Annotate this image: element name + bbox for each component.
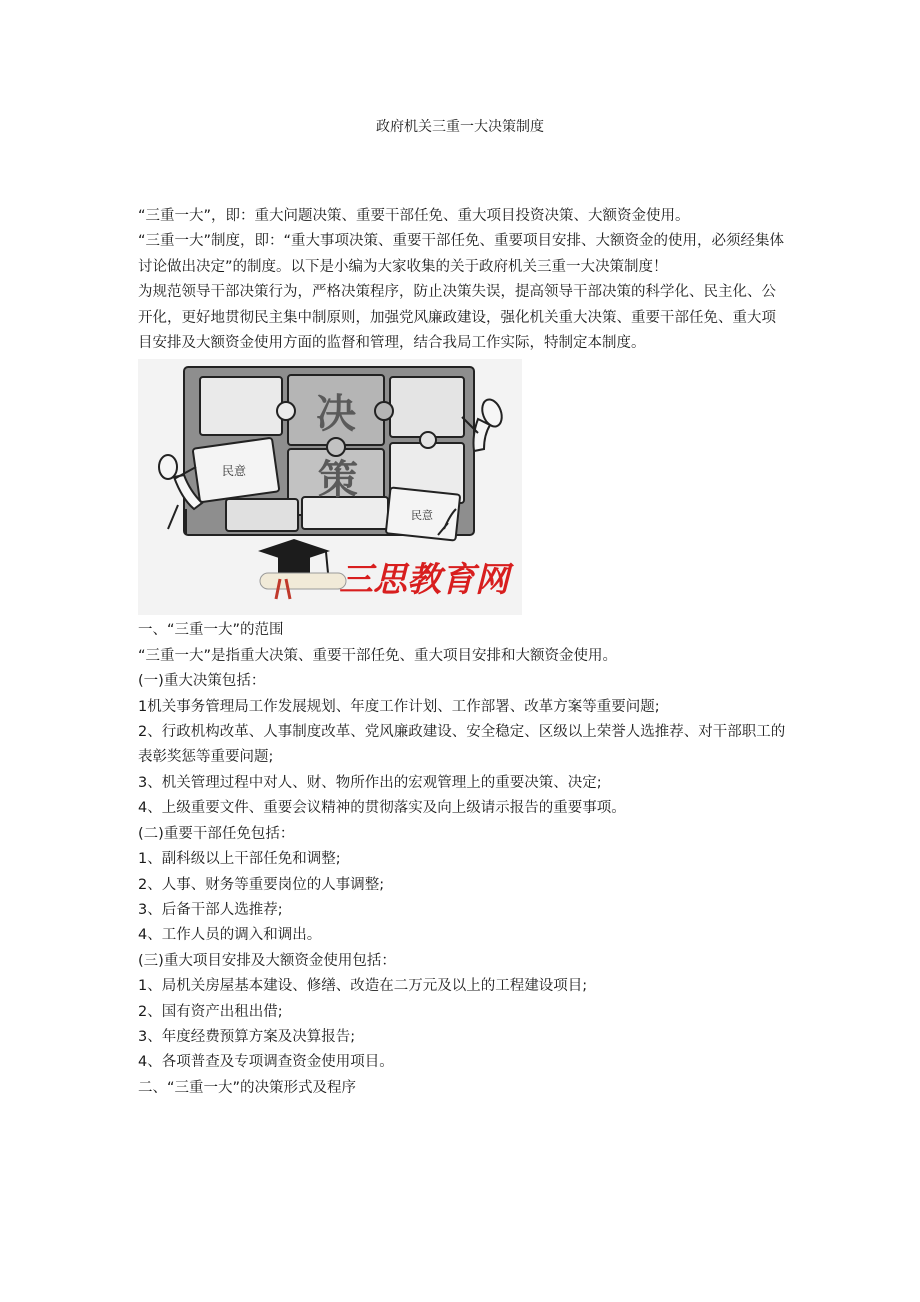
subsection-heading: (二)重要干部任免包括： (138, 825, 295, 842)
piece-label-left: 民意 (221, 464, 247, 479)
list-item: 2、国有资产出租出借; (138, 1003, 283, 1020)
list-item: 4、上级重要文件、重要会议精神的贯彻落实及向上级请示报告的重要事项。 (138, 800, 626, 817)
illustration-figure (138, 359, 522, 615)
list-item: 4、工作人员的调入和调出。 (138, 927, 322, 944)
subsection-heading: (一)重大决策包括： (138, 673, 266, 690)
subsection-heading: (三)重大项目安排及大额资金使用包括： (138, 952, 396, 969)
section-heading: 二、“三重一大”的决策形式及程序 (138, 1079, 357, 1096)
section-paragraph: “三重一大”是指重大决策、重要干部任免、重大项目安排和大额资金使用。 (138, 647, 618, 664)
list-item: 1、局机关房屋基本建设、修缮、改造在二万元及以上的工程建设项目; (138, 978, 588, 995)
list-item: 2、人事、财务等重要岗位的人事调整; (138, 876, 385, 893)
puzzle-piece-right (386, 488, 460, 541)
intro-paragraph: 为规范领导干部决策行为，严格决策程序，防止决策失误，提高领导干部决策的科学化、民主化、公开化，更好地贯彻民主集中制原则，加强党风廉政建设，强化机关重大决策、重要干部任免、重大项目安排及大额资金使用方面的监督和管理，结合我局工作实际，特制定本制度。 (138, 284, 776, 352)
list-item: 3、后备干部人选推荐; (138, 901, 283, 918)
intro-paragraph: “三重一大”制度，即：“重大事项决策、重要干部任免、重要项目安排、大额资金的使用，必须经集体讨论做出决定”的制度。以下是小编为大家收集的关于政府机关三重一大决策制度！ (138, 233, 785, 275)
list-item: 2、行政机构改革、人事制度改革、党风廉政建设、安全稳定、区级以上荣誉人选推荐、对干部职工的表彰奖惩等重要问题; (138, 724, 786, 766)
intro-paragraph: “三重一大”，即：重大问题决策、重要干部任免、重大项目投资决策、大额资金使用。 (138, 208, 690, 224)
page-title: 政府机关三重一大决策制度 (376, 119, 544, 135)
piece-label-right: 民意 (411, 509, 433, 523)
site-logo: 三思教育网 (339, 560, 509, 601)
list-item: 1机关事务管理局工作发展规划、年度工作计划、工作部署、改革方案等重要问题; (138, 698, 660, 715)
puzzle-character-1: 决 (316, 390, 356, 438)
list-item: 4、各项普查及专项调查资金使用项目。 (138, 1054, 394, 1071)
section-heading: 一、“三重一大”的范围 (138, 622, 284, 639)
list-item: 3、机关管理过程中对人、财、物所作出的宏观管理上的重要决策、决定; (138, 774, 602, 791)
list-item: 1、副科级以上干部任免和调整; (138, 851, 341, 868)
document-body (138, 204, 786, 1101)
puzzle-character-2: 策 (318, 456, 358, 504)
decision-puzzle-illustration (138, 359, 522, 615)
puzzle-piece-left (193, 438, 280, 503)
list-item: 3、年度经费预算方案及决算报告; (138, 1028, 356, 1045)
